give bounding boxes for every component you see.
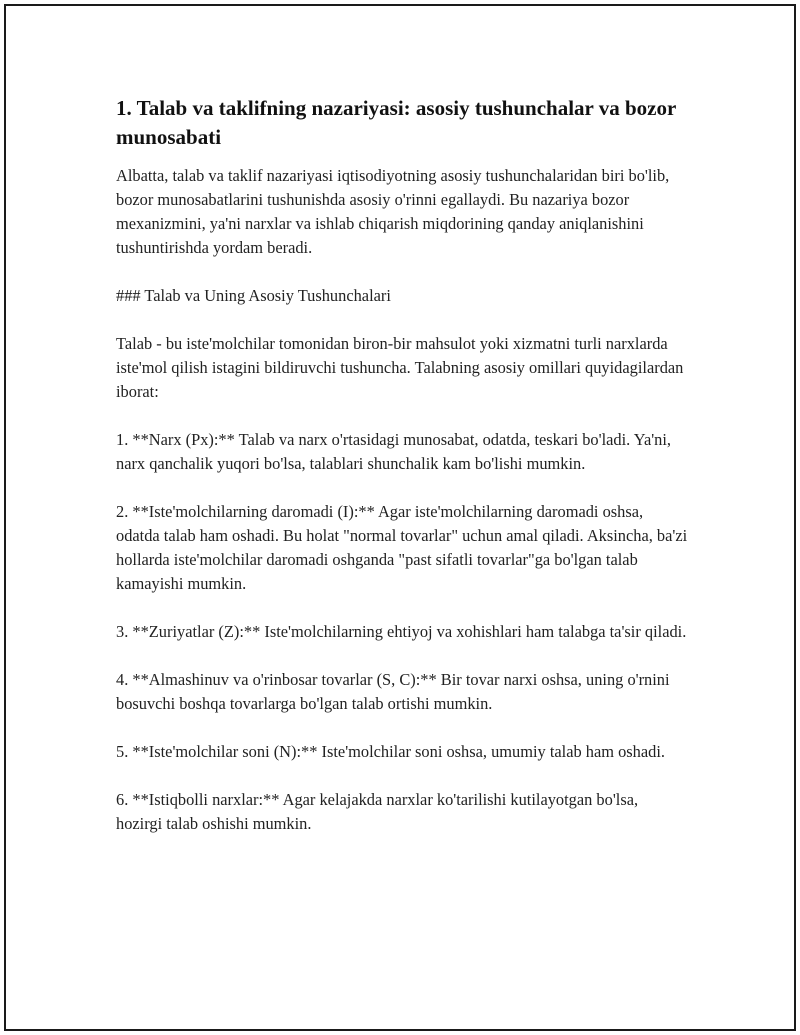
list-item-income: 2. **Iste'molchilarning daromadi (I):** Agar iste'molchilarning daromadi oshsa, odatda talab ham oshadi. Bu holat "normal tovarlar" uchun amal qiladi. Aksincha, ba'zi hollarda iste'molchilar daromadi oshganda "past sifatli tovarlar"ga bo'lgan talab kamayishi mumkin. [116, 502, 688, 593]
list-item-preferences: 3. **Zuriyatlar (Z):** Iste'molchilarning ehtiyoj va xohishlari ham talabga ta'sir qiladi. [116, 622, 687, 641]
list-item-expected-prices: 6. **Istiqbolli narxlar:** Agar kelajakda narxlar ko'tarilishi kutilayotgan bo'lsa, hozirgi talab oshishi mumkin. [116, 790, 639, 833]
list-item-substitutes: 4. **Almashinuv va o'rinbosar tovarlar (S, C):** Bir tovar narxi oshsa, uning o'rnini bosuvchi boshqa tovarlarga bo'lgan talab ortishi mumkin. [116, 670, 670, 713]
definition-paragraph: Talab - bu iste'molchilar tomonidan biron-bir mahsulot yoki xizmatni turli narxlarda iste'mol qilish istagini bildiruvchi tushuncha. Talabning asosiy omillari quyidagilardan iborat: [116, 334, 684, 401]
section-heading-markdown: ### Talab va Uning Asosiy Tushunchalari [116, 286, 391, 305]
list-item-consumer-count: 5. **Iste'molchilar soni (N):** Iste'molchilar soni oshsa, umumiy talab ham oshadi. [116, 742, 665, 761]
list-item-price: 1. **Narx (Px):** Talab va narx o'rtasidagi munosabat, odatda, teskari bo'ladi. Ya'ni, narx qanchalik yuqori bo'lsa, talablari shunchalik kam bo'lishi mumkin. [116, 430, 672, 473]
document-body [116, 94, 688, 860]
document-title: 1. Talab va taklifning nazariyasi: asosiy tushunchalar va bozor munosabati [116, 96, 676, 149]
intro-paragraph: Albatta, talab va taklif nazariyasi iqtisodiyotning asosiy tushunchalaridan biri bo'lib, bozor munosabatlarini tushunishda asosiy o'rinni egallaydi. Bu nazariya bozor mexanizmini, ya'ni narxlar va ishlab chiqarish miqdorining qanday aniqlanishini tushuntirishda yordam beradi. [116, 166, 670, 257]
